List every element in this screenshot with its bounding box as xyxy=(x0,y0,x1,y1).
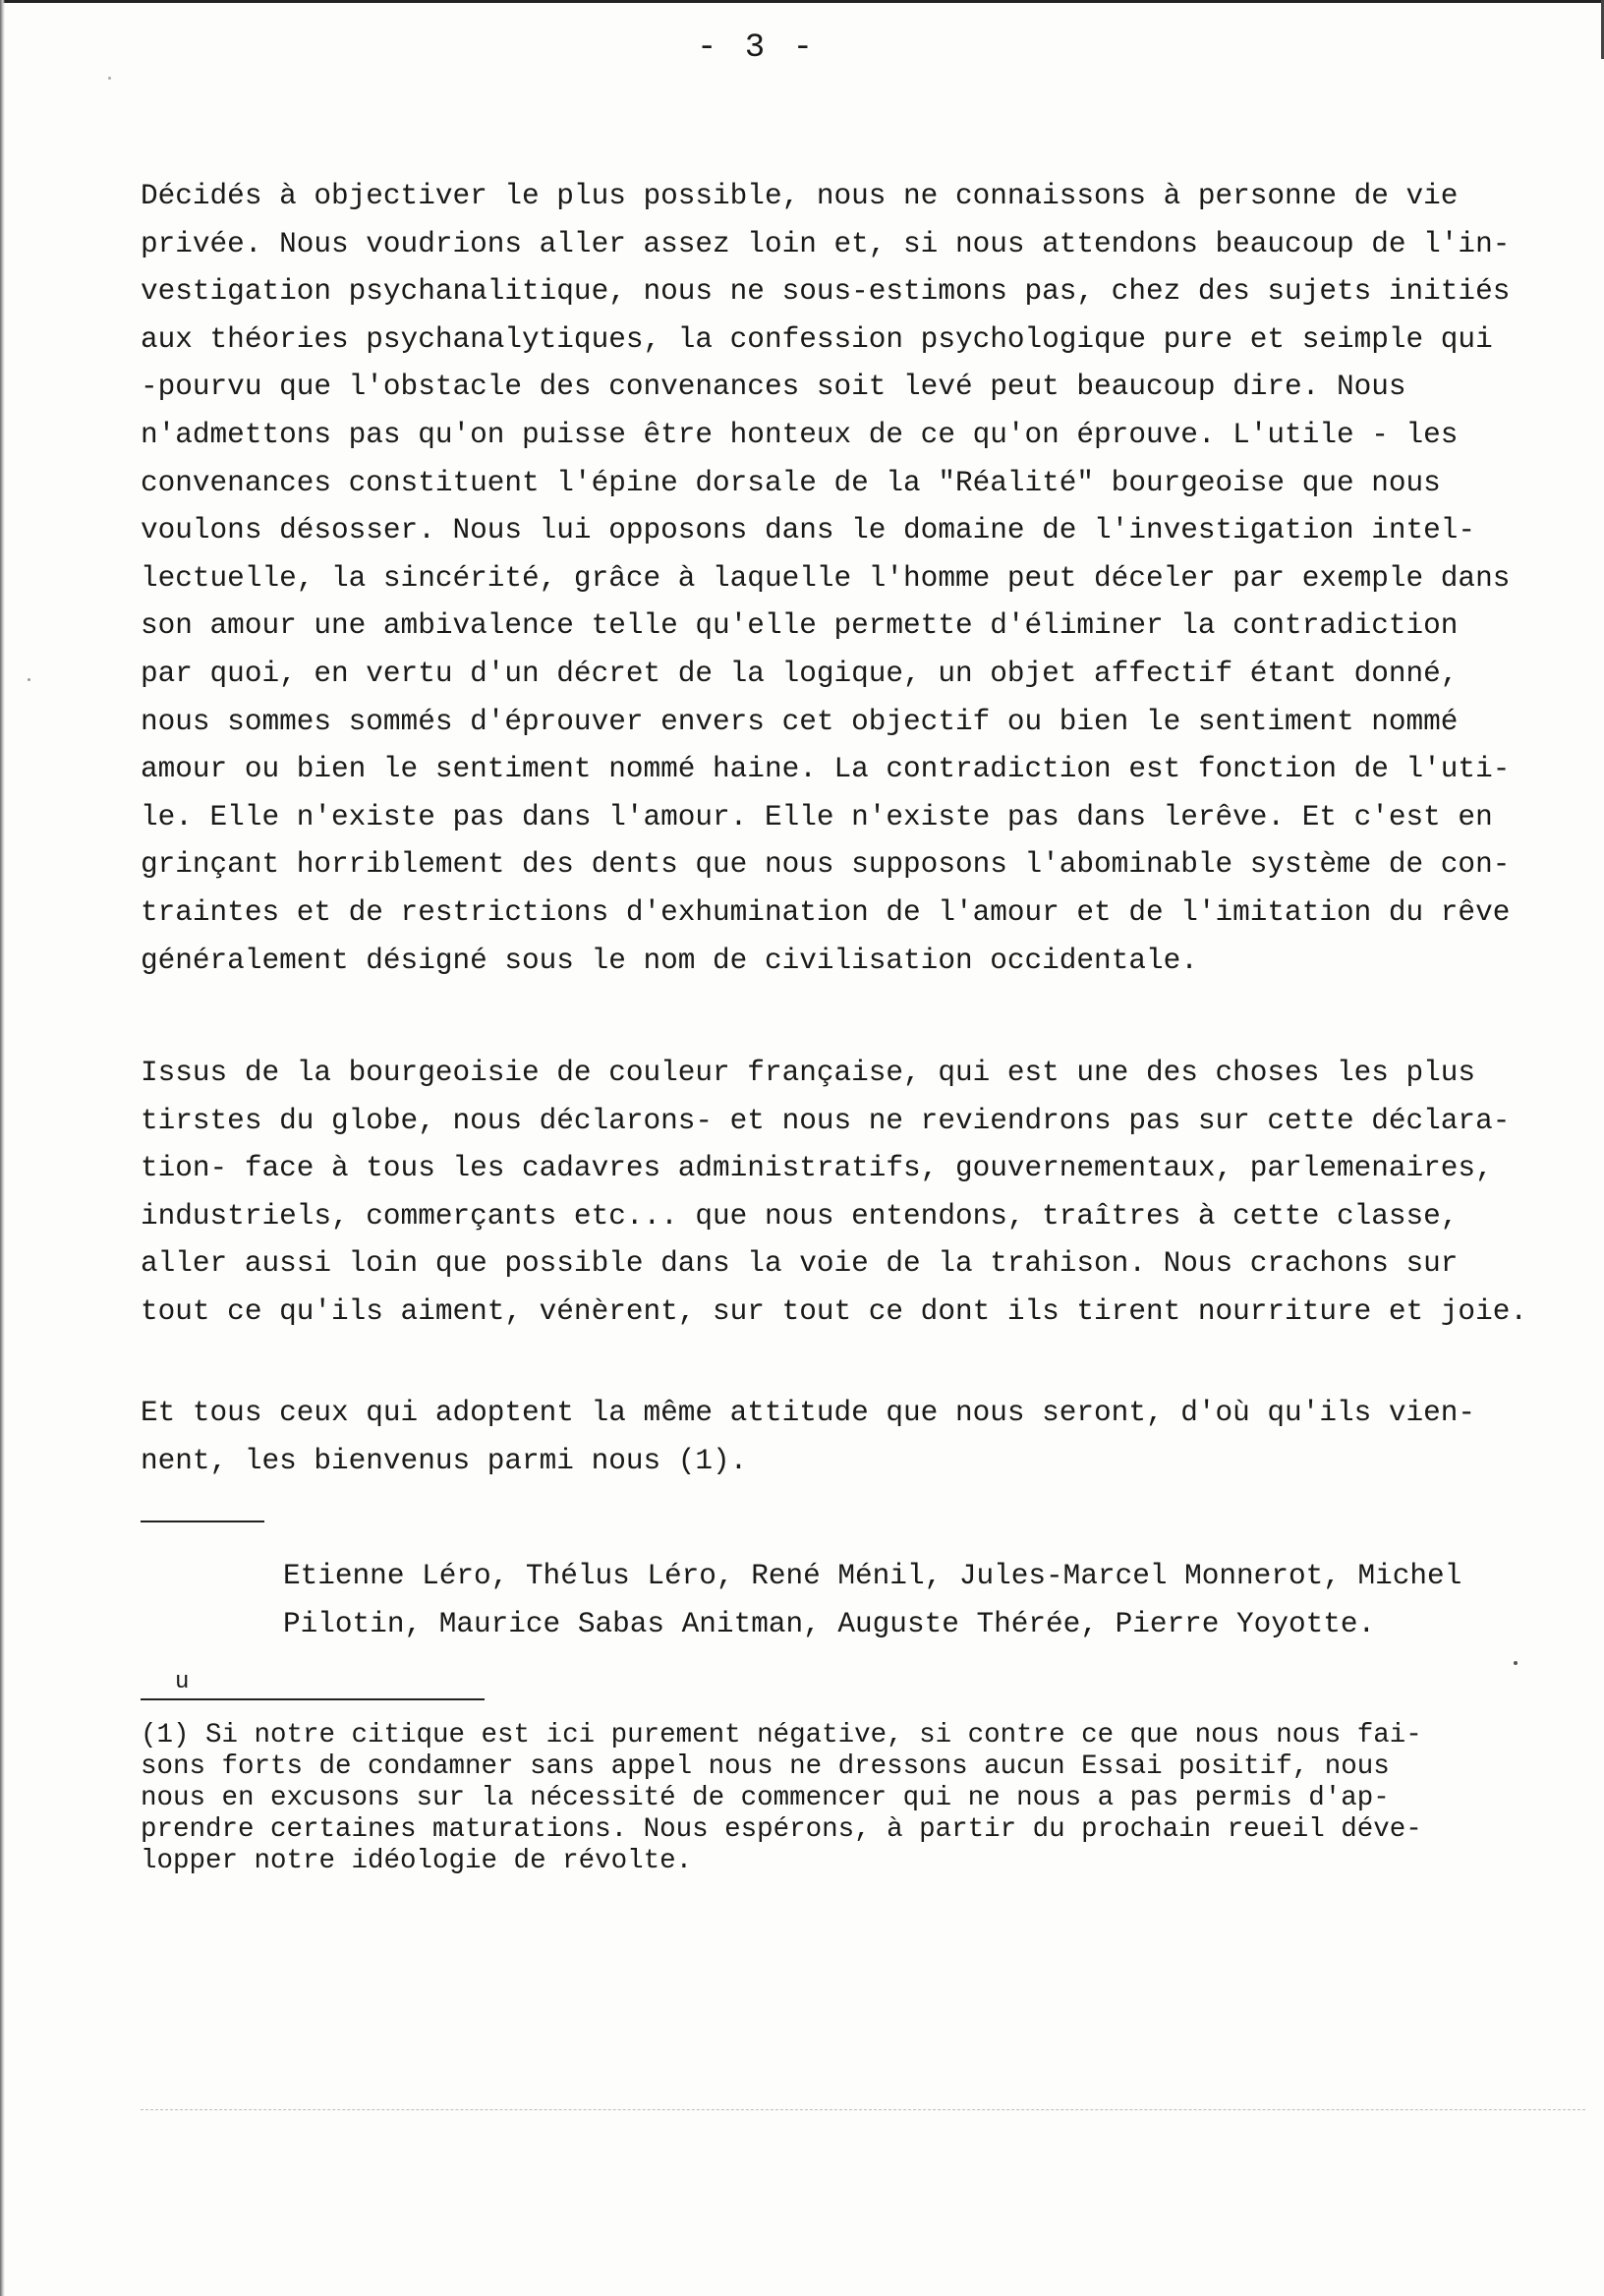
bottom-dashed-rule xyxy=(141,2109,1585,2110)
text-line: voulons désosser. Nous lui opposons dans le domaine de l'investigation intel- xyxy=(141,514,1476,547)
ink-speck xyxy=(108,77,111,80)
text-line: convenances constituent l'épine dorsale de la "Réalité" bourgeoise que nous xyxy=(141,466,1441,499)
text-line: aux théories psychanalytiques, la confession psychologique pure et seimple qui xyxy=(141,322,1493,356)
signature-separator-rule xyxy=(141,1521,264,1522)
footnote-line: prendre certaines maturations. Nous espérons, à partir du prochain reueil déve- xyxy=(141,1814,1422,1845)
text-line: le. Elle n'existe pas dans l'amour. Elle n'existe pas dans lerêve. Et c'est en xyxy=(141,800,1493,833)
text-line: privée. Nous voudrions aller assez loin et, si nous attendons beaucoup de l'in- xyxy=(141,227,1511,260)
text-line: nent, les bienvenus parmi nous (1). xyxy=(141,1444,748,1477)
paragraph-manifesto-intro xyxy=(141,173,1590,985)
text-line: traintes et de restrictions d'exhumination de l'amour et de l'imitation du rêve xyxy=(141,895,1511,929)
text-line: aller aussi loin que possible dans la voie de la trahison. Nous crachons sur xyxy=(141,1247,1459,1281)
text-line: Et tous ceux qui adoptent la même attitude que nous seront, d'où qu'ils vien- xyxy=(141,1397,1476,1429)
text-line: Issus de la bourgeoisie de couleur française, qui est une des choses les plus xyxy=(141,1057,1476,1089)
text-line: grinçant horriblement des dents que nous supposons l'abominable système de con- xyxy=(141,848,1511,882)
text-line: son amour une ambivalence telle qu'elle permette d'éliminer la contradiction xyxy=(141,609,1459,643)
footnote xyxy=(141,1720,1590,1877)
text-line: nous sommes sommés d'éprouver envers cet objectif ou bien le sentiment nommé xyxy=(141,705,1459,738)
paragraph-welcome xyxy=(141,1390,1590,1485)
text-line: Décidés à objectiver le plus possible, nous ne connaissons à personne de vie xyxy=(141,180,1459,212)
ink-speck xyxy=(1514,1661,1518,1665)
signatories xyxy=(283,1553,1461,1648)
text-line: tirstes du globe, nous déclarons- et nous ne reviendrons pas sur cette déclara- xyxy=(141,1104,1511,1137)
footnote-marker: u xyxy=(175,1669,190,1695)
paragraph-bourgeoisie xyxy=(141,1050,1590,1337)
text-line: industriels, commerçants etc... que nous entendons, traîtres à cette classe, xyxy=(141,1199,1459,1233)
footnote-line: sons forts de condamner sans appel nous ne dressons aucun Essai positif, nous xyxy=(141,1751,1390,1782)
footnote-line: nous en excusons sur la nécessité de commencer qui ne nous a pas permis d'ap- xyxy=(141,1783,1390,1813)
footnote-line: (1) Si notre citique est ici purement négative, si contre ce que nous nous fai- xyxy=(141,1720,1422,1751)
text-line: lectuelle, la sincérité, grâce à laquelle l'homme peut déceler par exemple dans xyxy=(141,561,1511,595)
text-line: généralement désigné sous le nom de civilisation occidentale. xyxy=(141,944,1198,977)
top-edge-rule xyxy=(0,0,1604,3)
text-line: vestigation psychanalitique, nous ne sous-estimons pas, chez des sujets initiés xyxy=(141,275,1511,309)
left-page-edge xyxy=(0,0,5,2296)
signature-line: Pilotin, Maurice Sabas Anitman, Auguste Thérée, Pierre Yoyotte. xyxy=(283,1607,1376,1640)
text-line: n'admettons pas qu'on puisse être honteux de ce qu'on éprouve. L'utile - les xyxy=(141,418,1459,451)
text-line: -pourvu que l'obstacle des convenances soit levé peut beaucoup dire. Nous xyxy=(141,371,1406,404)
ink-speck xyxy=(28,678,30,681)
text-line: par quoi, en vertu d'un décret de la logique, un objet affectif étant donné, xyxy=(141,657,1459,690)
text-line: amour ou bien le sentiment nommé haine. La contradiction est fonction de l'uti- xyxy=(141,753,1511,786)
text-line: tion- face à tous les cadavres administratifs, gouvernementaux, parlemenaires, xyxy=(141,1152,1493,1185)
signature-line: Etienne Léro, Thélus Léro, René Ménil, Jules-Marcel Monnerot, Michel xyxy=(283,1560,1462,1592)
footnote-separator-rule xyxy=(141,1698,485,1700)
page-number: - 3 - xyxy=(696,29,818,67)
footnote-line: lopper notre idéologie de révolte. xyxy=(141,1846,693,1876)
text-line: tout ce qu'ils aiment, vénèrent, sur tout ce dont ils tirent nourriture et joie. xyxy=(141,1294,1527,1328)
